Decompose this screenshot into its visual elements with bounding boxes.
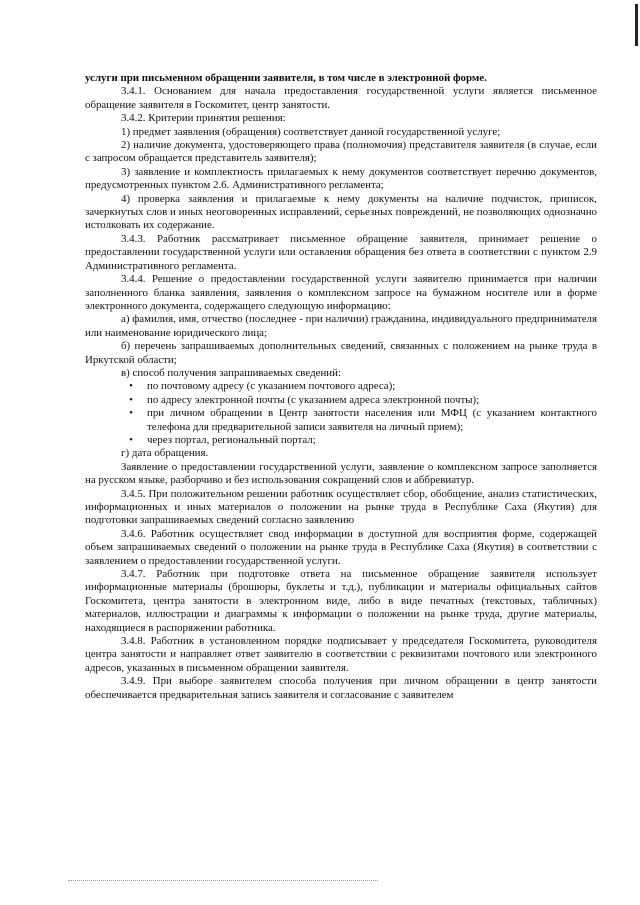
item-a: а) фамилия, имя, отчество (последнее - при наличии) гражданина, индивидуального предпринимателя или наименование юридического лица; — [85, 313, 597, 339]
paragraph-3-4-1: 3.4.1. Основанием для начала предоставления государственной услуги является письменное обращение заявителя в Госкомитет, центр занятости. — [85, 85, 597, 111]
bullet-icon: • — [129, 393, 133, 406]
bullet-text: по почтовому адресу (с указанием почтового адреса); — [147, 380, 396, 393]
item-g: г) дата обращения. — [121, 447, 209, 460]
criterion-2: 2) наличие документа, удостоверяющего права (полномочия) представителя заявителя (в случае, если с запросом обращается представитель заявителя); — [85, 139, 597, 165]
bullet-icon: • — [129, 407, 133, 420]
bullet-icon: • — [129, 433, 133, 446]
bullet-text: по адресу электронной почты (с указанием адреса электронной почты); — [147, 393, 480, 406]
bullet-text: через портал, региональный портал; — [147, 433, 316, 446]
criterion-4: 4) проверка заявления и прилагаемые к нему документы на наличие подчисток, приписок, зачеркнутых слов и иных неоговоренных исправлений, серьезных повреждений, не позволяющих однозначно истолковать их содержание. — [85, 192, 597, 232]
item-b: б) перечень запрашиваемых дополнительных сведений, связанных с положением на рынке труда в Иркутской области; — [85, 340, 597, 366]
footer-rule — [68, 880, 378, 882]
item-v: в) способ получения запрашиваемых сведений: — [121, 366, 341, 379]
paragraph-3-4-9: 3.4.9. При выборе заявителем способа получения при личном обращении в центр занятости обеспечивается предварительная запись заявителя и согласование с заявителем — [85, 675, 597, 701]
paragraph-3-4-7: 3.4.7. Работник при подготовке ответа на письменное обращение заявителя использует информационные материалы (брошюры, буклеты и т.д.), публикации и материалы официальных сайтов Госкомитета, центра занятости в электронном виде, либо в виде печатных (текстовых, табличных) материалов, иллюстрации и диаграммы к информации о положении на рынке труда, другие материалы, находящиеся в распоряжении работника. — [85, 568, 597, 634]
bullet-item — [85, 434, 597, 447]
paragraph-3-4-3: 3.4.3. Работник рассматривает письменное обращение заявителя, принимает решение о предоставлении государственной услуги или оставления обращения без ответа в соответствии с пунктом 2.9 Административного регламента. — [85, 232, 597, 272]
paragraph-application-language: Заявление о предоставлении государственной услуги, заявление о комплексном запросе заполняется на русском языке, разборчиво и без использования сокращений слов и аббревиатур. — [85, 460, 597, 487]
paragraph-3-4-5: 3.4.5. При положительном решении работник осуществляет сбор, обобщение, анализ статистических, информационных и иных материалов о положении на рынке труда в Республике Саха (Якутия) для подготовки запрашиваемых сведений согласно заявлению — [85, 487, 597, 527]
page-edge-mark — [635, 4, 638, 46]
paragraph-3-4-2: 3.4.2. Критерии принятия решения: — [121, 112, 286, 125]
bullet-item — [85, 407, 597, 434]
paragraph-3-4-4: 3.4.4. Решение о предоставлении государственной услуги заявителю принимается при наличии заполненного бланка заявления, заявления о комплексном запросе на бумажном носителе или в форме электронного документа, содержащего следующую информацию: — [85, 273, 597, 312]
paragraph-3-4-6: 3.4.6. Работник осуществляет свод информации в доступной для восприятия форме, содержащей объем запрашиваемых сведений о положении на рынке труда в Республике Саха (Якутия) в соответствии с заявлением о предоставлении государственной услуги. — [85, 527, 597, 567]
criterion-3: 3) заявление и комплектность прилагаемых к нему документов соответствует перечню документов, предусмотренных пунктом 2.6. Административного регламента; — [85, 165, 597, 192]
bullet-icon: • — [129, 380, 133, 393]
bullet-text: при личном обращении в Центр занятости населения или МФЦ (с указанием контактного телефона для предварительной записи заявителя на личный прием); — [147, 407, 597, 433]
bullet-item — [85, 394, 597, 407]
paragraph-3-4-8: 3.4.8. Работник в установленном порядке подписывает у председателя Госкомитета, руководителя центра занятости и направляет ответ заявителю в соответствии с реквизитами почтового или электронного адресов, указанных в письменном обращении заявителя. — [85, 635, 597, 674]
section-heading: услуги при письменном обращении заявителя, в том числе в электронной форме. — [85, 72, 487, 84]
criterion-1: 1) предмет заявления (обращения) соответствует данной государственной услуге; — [121, 125, 501, 138]
document-page — [85, 72, 597, 702]
bullet-item — [85, 380, 597, 393]
